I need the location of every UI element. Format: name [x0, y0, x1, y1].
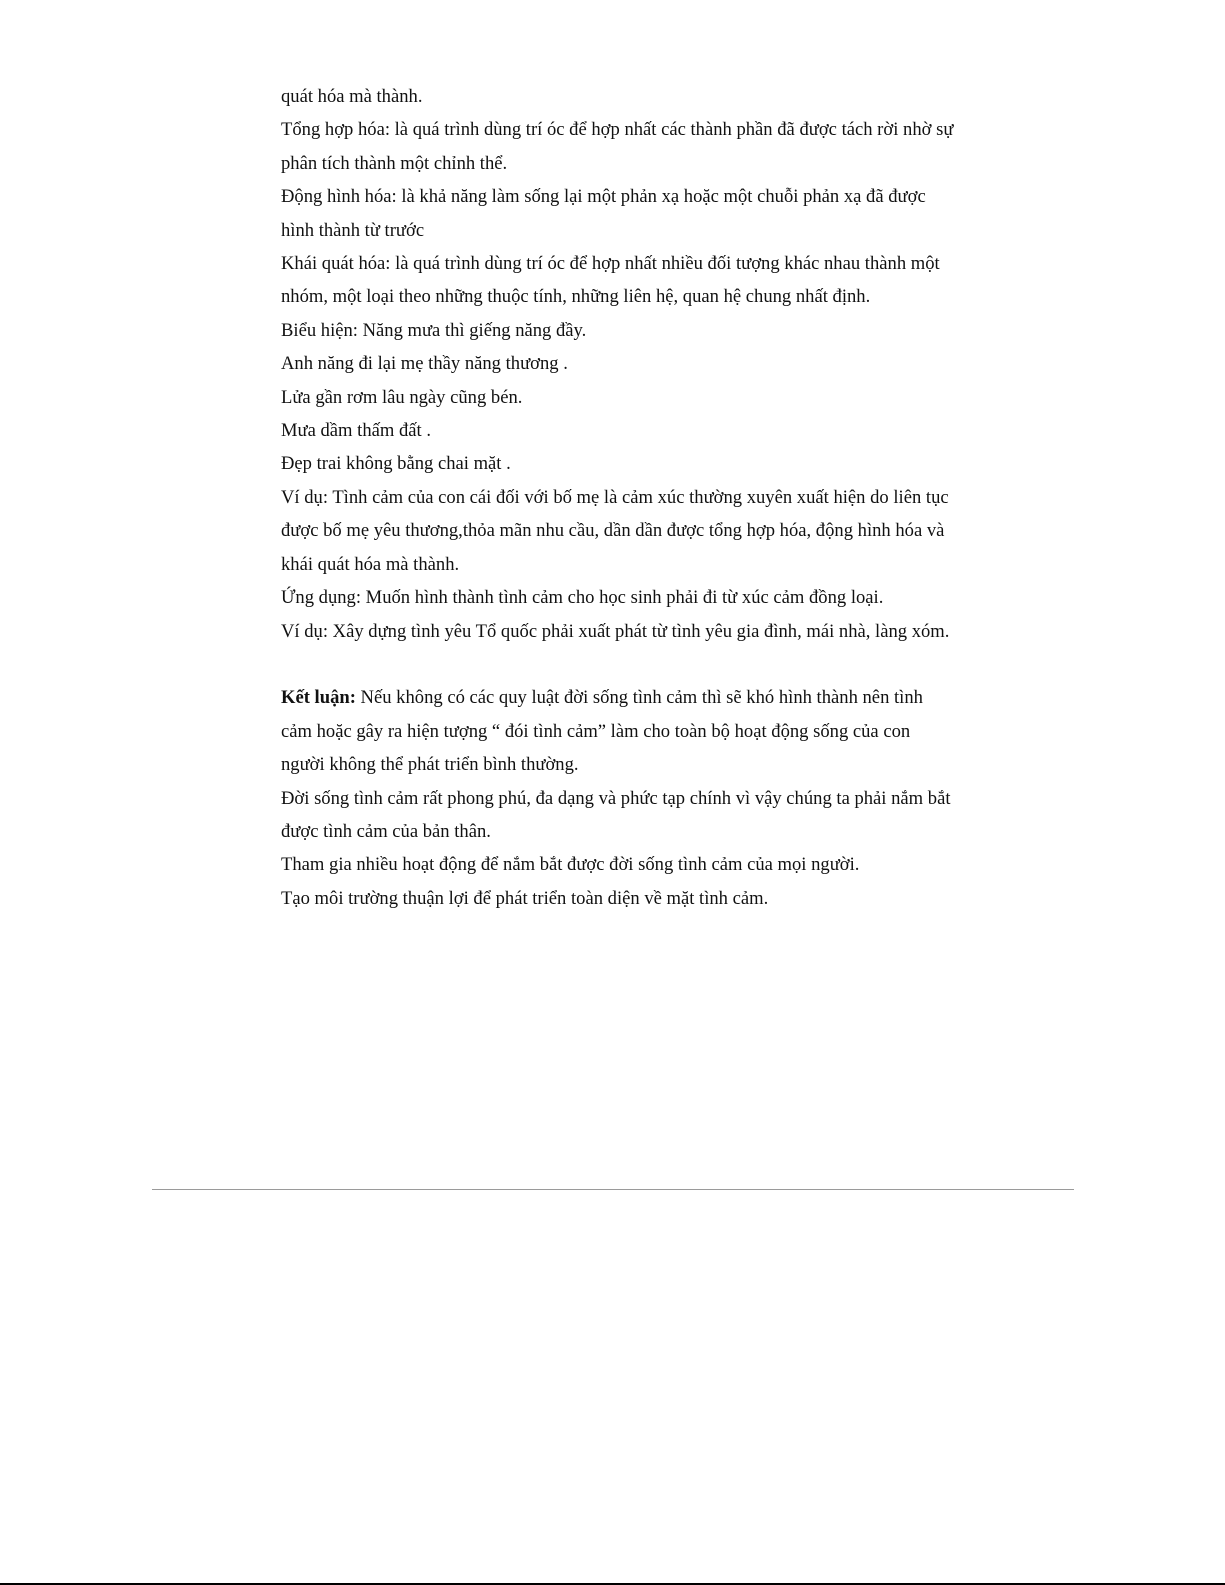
text-line: Mưa dầm thấm đất .: [281, 420, 432, 442]
text-line: Đẹp trai không bằng chai mặt .: [281, 453, 511, 475]
text-line: khái quát hóa mà thành.: [281, 553, 460, 575]
text-line: Tham gia nhiều hoạt động để nắm bắt được đời sống tình cảm của mọi người.: [281, 854, 860, 876]
text-line: Biểu hiện: Năng mưa thì giếng năng đầy.: [281, 319, 587, 341]
text-line: Ví dụ: Xây dựng tình yêu Tổ quốc phải xuất phát từ tình yêu gia đình, mái nhà, làng xóm.: [281, 620, 950, 642]
conclusion-text: Nếu không có các quy luật đời sống tình cảm thì sẽ khó hình thành nên tình: [355, 687, 923, 709]
text-line: hình thành từ trước: [281, 219, 425, 241]
text-line: cảm hoặc gây ra hiện tượng “ đói tình cảm” làm cho toàn bộ hoạt động sống của con: [281, 720, 911, 742]
text-line: nhóm, một loại theo những thuộc tính, những liên hệ, quan hệ chung nhất định.: [281, 286, 871, 308]
text-line: Lửa gần rơm lâu ngày cũng bén.: [281, 386, 523, 408]
document-body: [281, 80, 1001, 915]
text-line: quát hóa mà thành.: [281, 86, 423, 107]
text-line: Tạo môi trường thuận lợi để phát triển toàn diện về mặt tình cảm.: [281, 887, 769, 909]
text-line: Động hình hóa: là khả năng làm sống lại một phản xạ hoặc một chuỗi phản xạ đã được: [281, 186, 926, 208]
text-line: được tình cảm của bản thân.: [281, 820, 491, 842]
conclusion-label: Kết luận:: [281, 687, 356, 709]
text-line: Tổng hợp hóa: là quá trình dùng trí óc để hợp nhất các thành phần đã được tách rời nhờ sự: [281, 119, 954, 141]
text-line: được bố mẹ yêu thương,thỏa mãn nhu cầu, dần dần được tổng hợp hóa, động hình hóa và: [281, 520, 945, 542]
text-line: người không thể phát triển bình thường.: [281, 754, 579, 776]
text-line: Khái quát hóa: là quá trình dùng trí óc để hợp nhất nhiều đối tượng khác nhau thành một: [281, 253, 940, 275]
text-line: Đời sống tình cảm rất phong phú, đa dạng và phức tạp chính vì vậy chúng ta phải nắm bắt: [281, 787, 951, 809]
text-line: Ví dụ: Tình cảm của con cái đối với bố mẹ là cảm xúc thường xuyên xuất hiện do liên tục: [281, 486, 949, 508]
page-divider: [152, 1189, 1074, 1190]
text-line: Ứng dụng: Muốn hình thành tình cảm cho học sinh phải đi từ xúc cảm đồng loại.: [281, 587, 884, 609]
paragraph-spacer: [281, 648, 1001, 681]
conclusion-line: [281, 681, 1001, 714]
text-line: Anh năng đi lại mẹ thầy năng thương .: [281, 353, 568, 375]
text-line: phân tích thành một chỉnh thể.: [281, 152, 508, 174]
